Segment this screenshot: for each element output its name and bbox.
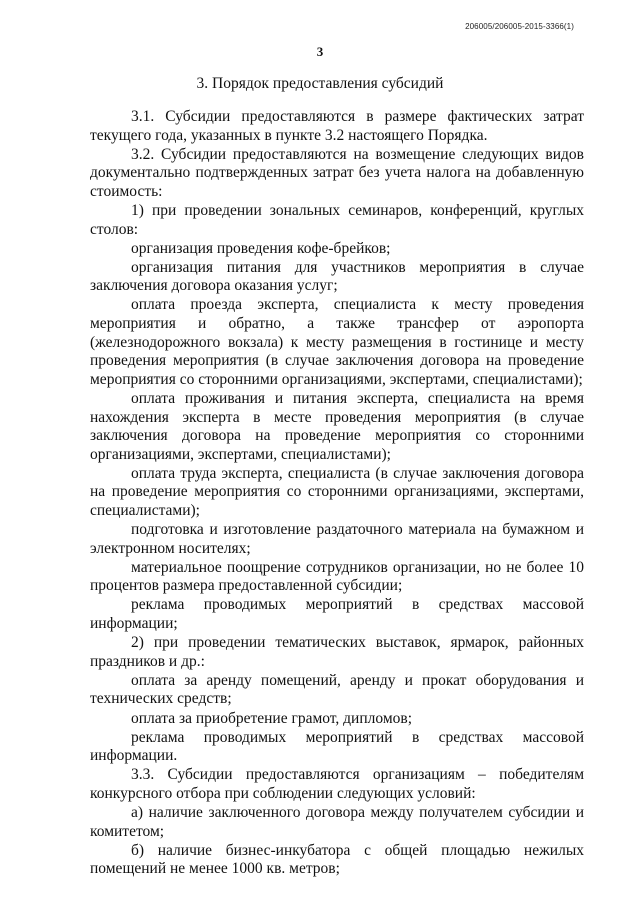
paragraph-3-1: 3.1. Субсидии предоставляются в размере фактических затрат текущего года, указанных в пункте 3.2 настоящего Порядка. <box>90 108 584 144</box>
paragraph-3-2: 3.2. Субсидии предоставляются на возмещение следующих видов документально подтвержденных затрат без учета налога на добавленную стоимость: <box>90 145 584 200</box>
list-item-staff-bonus: материальное поощрение сотрудников организации, но не более 10 процентов размера предоставленной субсидии; <box>90 558 584 595</box>
list-item-media-ads-1: реклама проводимых мероприятий в средствах массовой информации; <box>90 596 584 633</box>
condition-b: б) наличие бизнес-инкубатора с общей площадью нежилых помещений не менее 1000 кв. метров; <box>90 841 584 878</box>
list-item-catering: организация питания для участников мероприятия в случае заключения договора оказания услуг; <box>90 258 584 295</box>
paragraph-3-3: 3.3. Субсидии предоставляются организациям – победителям конкурсного отбора при соблюдении следующих условий: <box>90 766 584 802</box>
section-title: 3. Порядок предоставления субсидий <box>196 75 444 92</box>
list-item-media-ads-2: реклама проводимых мероприятий в средствах массовой информации. <box>90 728 584 765</box>
list-item-expert-lodging: оплата проживания и питания эксперта, специалиста на время нахождения эксперта в месте проведения мероприятия (в случае заключения договора на проведение мероприятия со сторонними организациями, экспертами, специалистами); <box>90 389 584 463</box>
list-item-diplomas: оплата за приобретение грамот, дипломов; <box>131 709 413 727</box>
list-item-rent: оплата за аренду помещений, аренду и прокат оборудования и технических средств; <box>90 671 584 708</box>
list-item-expert-travel: оплата проезда эксперта, специалиста к месту проведения мероприятия и обратно, а также трансфер от аэропорта (железнодорожного вокзала) к месту размещения в гостинице и месту проведения мероприятия (в случае заключения договора на проведение мероприятия со сторонними организациями, экспертами, специалистами); <box>90 296 584 388</box>
list-item-expert-pay: оплата труда эксперта, специалиста (в случае заключения договора на проведение мероприятия со сторонними организациями, экспертами, специалистами); <box>90 464 584 519</box>
list-item-coffee-breaks: организация проведения кофе-брейков; <box>131 239 391 257</box>
list-item-exhibitions: 2) при проведении тематических выставок, ярмарок, районных праздников и др.: <box>90 634 584 670</box>
condition-a: а) наличие заключенного договора между получателем субсидии и комитетом; <box>90 803 584 840</box>
document-body <box>90 108 584 879</box>
list-item-handouts: подготовка и изготовление раздаточного материала на бумажном и электронном носителях; <box>90 521 584 557</box>
list-item-seminars: 1) при проведении зональных семинаров, конференций, круглых столов: <box>90 201 584 238</box>
document-id: 206005/206005-2015-3366(1) <box>465 22 574 31</box>
page-number: 3 <box>316 44 324 59</box>
